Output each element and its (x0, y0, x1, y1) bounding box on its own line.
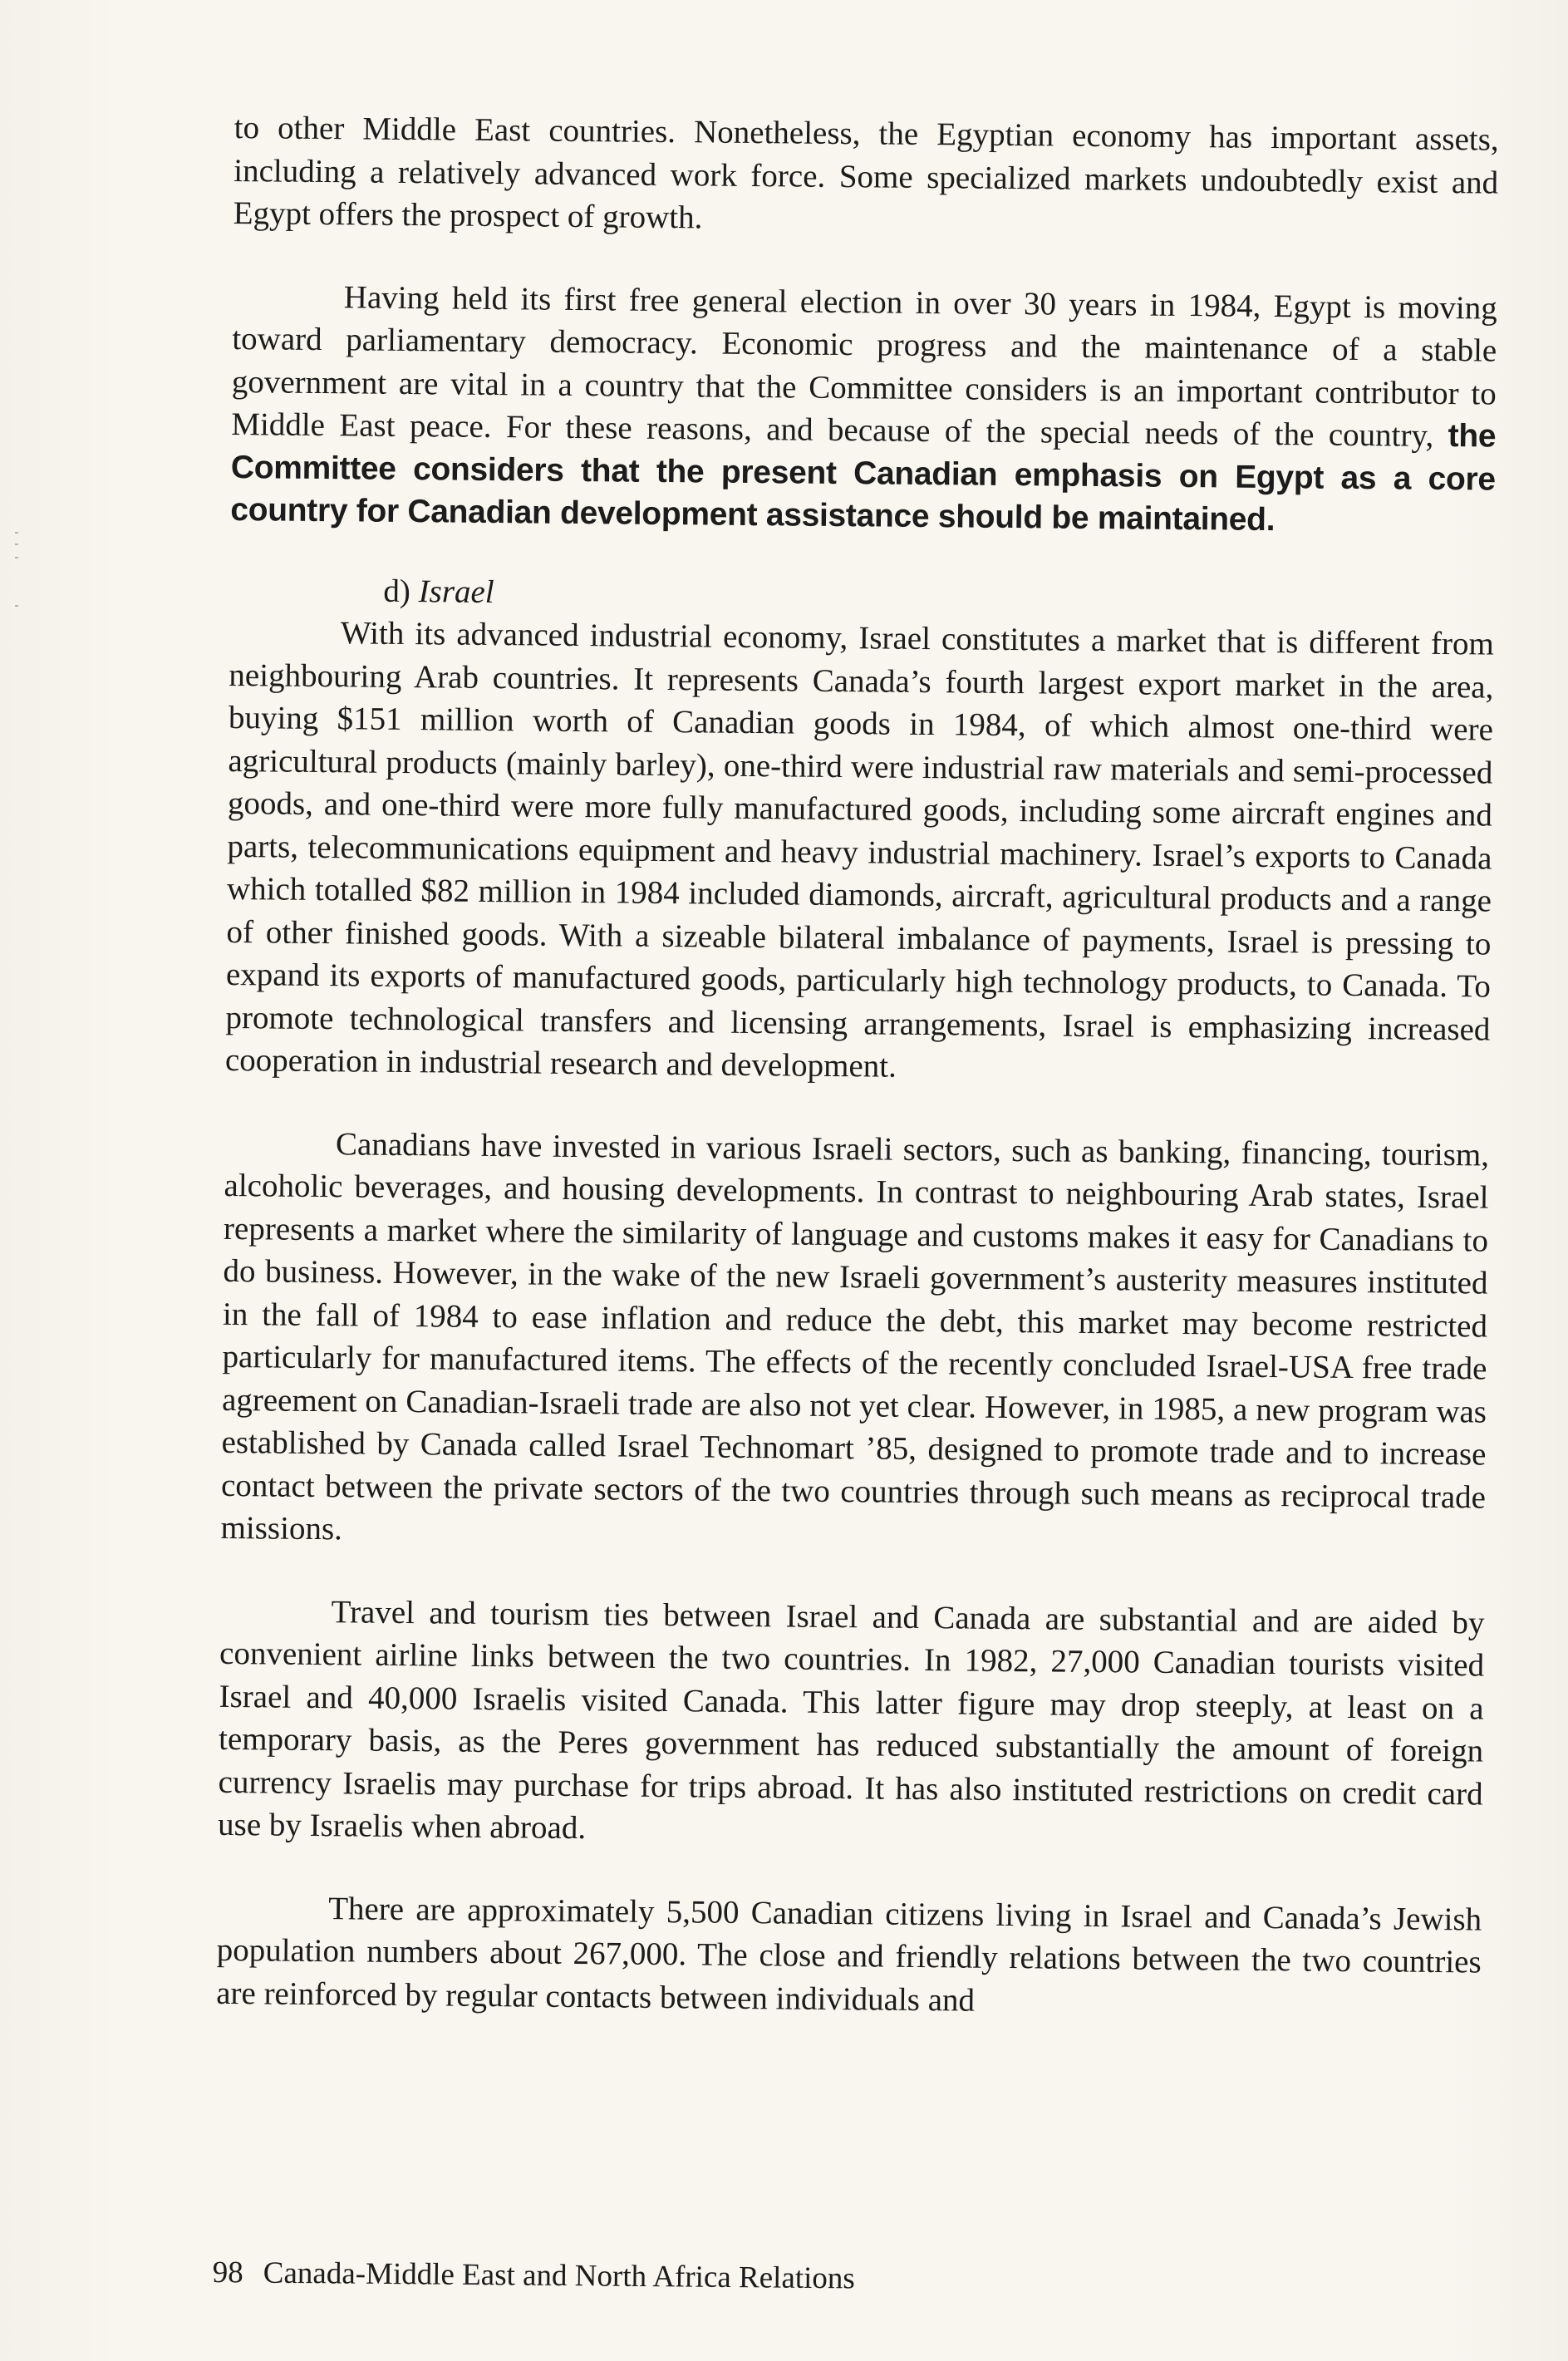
section-title: Israel (418, 573, 494, 610)
paragraph-israel-population: There are approximately 5,500 Canadian citizens living in Israel and Canada’s Jewish population numbers about 267,000. The close and friendly relations between the two countries are reinforced by regular contacts between individuals and (216, 1890, 1482, 2019)
committee-recommendation: the Committee considers that the present Canadian emphasis on Egypt as a core country for Canadian development assistance should be maintained. (230, 418, 1497, 539)
paragraph-egypt-democracy (230, 274, 1497, 544)
paragraph-israel-investment: Canadians have invested in various Israeli sectors, such as banking, financing, tourism, alcoholic beverages, and housing developments. In contrast to neighbouring Arab states, Israel represents a market where the similarity of language and customs makes it easy for Canadians to do business. However, in the wake of the new Israeli government’s austerity measures instituted in the fall of 1984 to ease inflation and reduce the debt, this market may become restricted particularly for manufactured items. The effects of the recently concluded Israel-USA free trade agreement on Canadian-Israeli trade are also not yet clear. However, in 1985, a new program was established by Canada called Israel Technomart ’85, designed to promote trade and to increase contact between the private sectors of the two countries through such means as reciprocal trade missions. (220, 1125, 1490, 1547)
page-number: 98 (212, 2255, 243, 2290)
margin-scan-marks (12, 532, 23, 632)
paragraph-israel-economy: With its advanced industrial economy, Israel constitutes a market that is different from neighbouring Arab countries. It represents Canada’s fourth largest export market in the area, buying $151 million worth of Canadian goods in 1984, of which almost one-third were agricultural products (mainly barley), one-third were industrial raw materials and semi-processed goods, and one-third were more fully manufactured goods, including some aircraft engines and parts, telecommunications equipment and heavy industrial machinery. Israel’s exports to Canada which totalled $82 million in 1984 included diamonds, aircraft, agricultural products and a range of other finished goods. With a sizeable bilateral imbalance of payments, Israel is pressing to expand its exports of manufactured goods, particularly high technology products, to Canada. To promote technological transfers and licensing arrangements, Israel is emphasizing increased cooperation in industrial research and development. (224, 615, 1495, 1085)
section-number: d) (383, 573, 411, 609)
paragraph-egypt-democracy-text: Having held its first free general election in over 30 years in 1984, Egypt is moving toward parliamentary democracy. Economic progress and the maintenance of a stable government are vital in a country that the Committee considers is an important contributor to Middle East peace. For these reasons, and because of the special needs of the country, (231, 278, 1497, 455)
page-footer (213, 2254, 1210, 2302)
paragraph-israel-tourism: Travel and tourism ties between Israel and Canada are substantial and are aided by convenient airline links between the two countries. In 1982, 27,000 Canadian tourists visited Israel and 40,000 Israelis visited Canada. This latter figure may drop steeply, at least on a temporary basis, as the Peres government has reduced substantially the amount of foreign currency Israelis may purchase for trips abroad. It has also instituted restrictions on credit card use by Israelis when abroad. (217, 1593, 1485, 1847)
body-text (216, 106, 1499, 2027)
paragraph-egypt-economy: to other Middle East countries. Nonetheless, the Egyptian economy has important assets, including a relatively advanced work force. Some specialized markets undoubtedly exist and Egypt offers the prospect of growth. (233, 109, 1499, 236)
book-title: Canada-Middle East and North Africa Relations (263, 2255, 856, 2296)
